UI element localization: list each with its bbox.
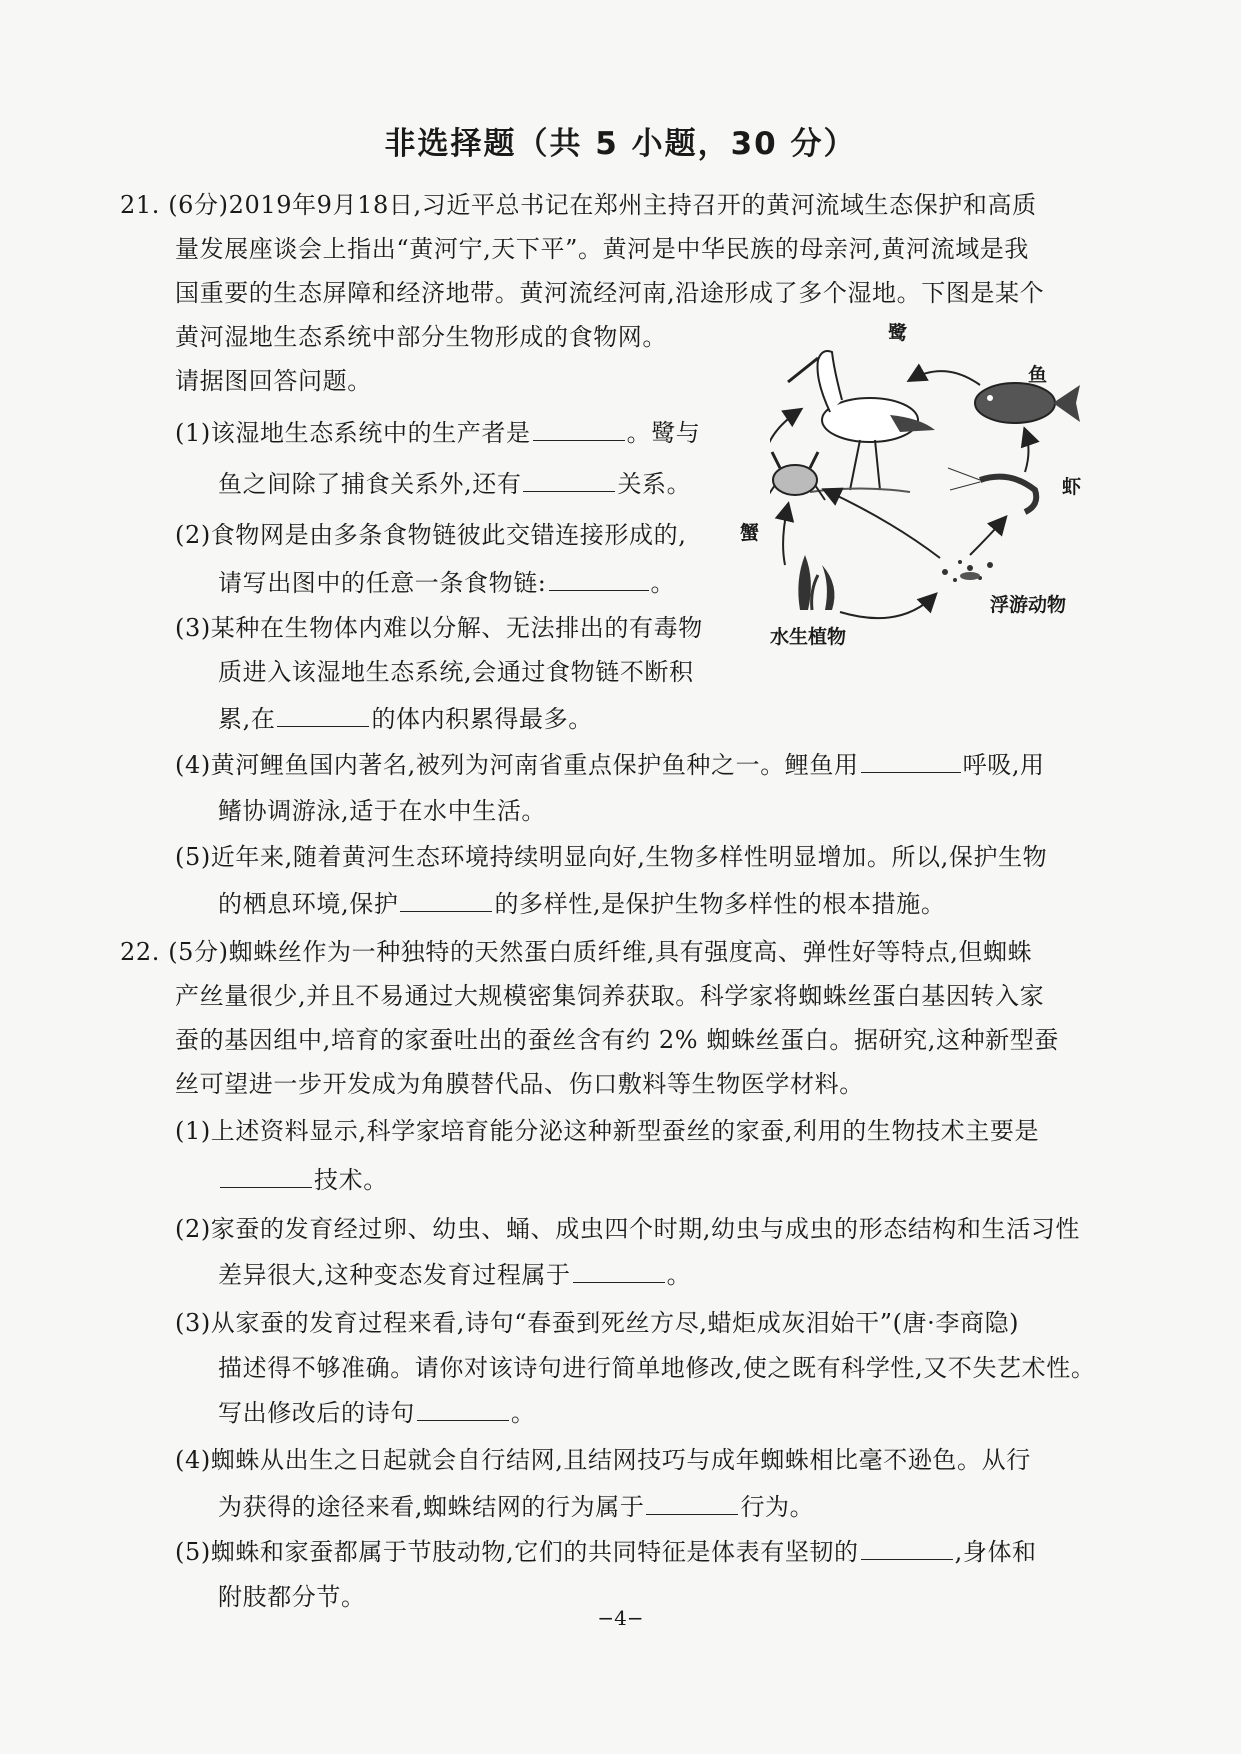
q22-p2-text-b: 差异很大,这种变态发育过程属于 [218, 1261, 571, 1289]
q22-p5-text-a: (5)蜘蛛和家蚕都属于节肢动物,它们的共同特征是体表有坚韧的 [175, 1538, 859, 1566]
q21-part5-line2 [218, 884, 945, 919]
q21-p1-text: (1)该湿地生态系统中的生产者是 [175, 419, 531, 447]
answer-blank[interactable] [523, 469, 615, 492]
page-number: −4− [597, 1606, 644, 1630]
q22-part3-line2: 描述得不够准确。请你对该诗句进行简单地修改,使之既有科学性,又不失艺术性。 [218, 1354, 1096, 1382]
label-shrimp: 虾 [1062, 476, 1082, 498]
food-web-diagram [770, 340, 1120, 710]
q21-number: 21. [120, 191, 160, 219]
q21-intro-line-2: 量发展座谈会上指出“黄河宁,天下平”。黄河是中华民族的母亲河,黄河流域是我 [175, 235, 1029, 263]
q21-intro-line-1 [120, 185, 1037, 220]
q22-part3-line1: (3)从家蚕的发育过程来看,诗句“春蚕到死丝方尽,蜡炬成灰泪始干”(唐·李商隐) [175, 1309, 1020, 1337]
q22-p5-text-b: ,身体和 [954, 1538, 1037, 1566]
q22-p4-text-b: 为获得的途径来看,蜘蛛结网的行为属于 [218, 1493, 645, 1521]
q21-p4-text-a: (4)黄河鲤鱼国内著名,被列为河南省重点保护鱼种之一。鲤鱼用 [175, 751, 859, 779]
q22-part1-line1: (1)上述资料显示,科学家培育能分泌这种新型蚕丝的家蚕,利用的生物技术主要是 [175, 1117, 1040, 1145]
q21-part2-line1: (2)食物网是由多条食物链彼此交错连接形成的, [175, 521, 687, 549]
q22-part4-line1: (4)蜘蛛从出生之日起就会自行结网,且结网技巧与成年蜘蛛相比毫不逊色。从行 [175, 1446, 1031, 1474]
arrow-plankton-to-crab [825, 490, 940, 558]
q21-part1-line2 [218, 464, 691, 499]
q22-part4-line2 [218, 1487, 814, 1522]
arrow-shrimp-to-fish [1025, 430, 1029, 472]
q22-part3-line3 [218, 1393, 535, 1428]
q21-p5-text-c: 的多样性,是保护生物多样性的根本措施。 [494, 890, 946, 918]
label-heron: 鹭 [888, 322, 908, 344]
q21-p5-text-b: 的栖息环境,保护 [218, 890, 399, 918]
q22-intro-line-3: 蚕的基因组中,培育的家蚕吐出的蚕丝含有约 2% 蜘蛛丝蛋白。据研究,这种新型蚕 [175, 1026, 1059, 1054]
q22-part5-line2: 附肢都分节。 [218, 1583, 366, 1611]
answer-blank[interactable] [549, 568, 649, 591]
q21-part4-line1 [175, 745, 1045, 780]
q22-p2-text-c: 。 [666, 1261, 692, 1289]
q21-part2-line2 [218, 563, 675, 598]
answer-blank[interactable] [533, 418, 625, 441]
arrow-plants-to-crab [783, 505, 788, 565]
label-aquatic-plants: 水生植物 [770, 626, 847, 648]
label-fish: 鱼 [1028, 364, 1048, 386]
q21-intro-line-5: 请据图回答问题。 [175, 367, 372, 395]
q22-intro-line-1 [120, 932, 1032, 967]
aquatic-plant-icon [798, 555, 834, 610]
food-web-figure [740, 322, 1120, 710]
q22-part2-line1: (2)家蚕的发育经过卵、幼虫、蛹、成虫四个时期,幼虫与成虫的形态结构和生活习性 [175, 1215, 1081, 1243]
q21-p1-text-d: 关系。 [617, 470, 692, 498]
q21-p2-text-b: 请写出图中的任意一条食物链: [218, 569, 547, 597]
answer-blank[interactable] [861, 1537, 953, 1560]
q21-part1-line1 [175, 413, 700, 448]
crab-icon [770, 452, 825, 500]
q22-p4-text-c: 行为。 [740, 1493, 815, 1521]
arrow-plankton-to-shrimp [970, 518, 1005, 555]
q21-p1-text-c: 鱼之间除了捕食关系外,还有 [218, 470, 522, 498]
label-plankton: 浮游动物 [990, 594, 1067, 616]
label-crab: 蟹 [740, 522, 760, 544]
answer-blank[interactable] [646, 1492, 738, 1515]
q22-part2-line2 [218, 1255, 691, 1290]
q22-intro-line-4: 丝可望进一步开发成为角膜替代品、伤口敷料等生物医学材料。 [175, 1070, 864, 1098]
q21-part3-line2: 质进入该湿地生态系统,会通过食物链不断积 [218, 658, 694, 686]
answer-blank[interactable] [861, 750, 961, 773]
q21-p1-text-b: 。鹭与 [626, 419, 701, 447]
section-title: 非选择题（共 5 小题，30 分） [384, 126, 857, 162]
q21-p3-text-d: 的体内积累得最多。 [371, 705, 593, 733]
answer-blank[interactable] [277, 704, 369, 727]
answer-blank[interactable] [417, 1398, 509, 1421]
q22-text-1: (5分)蜘蛛丝作为一种独特的天然蛋白质纤维,具有强度高、弹性好等特点,但蜘蛛 [168, 938, 1033, 966]
q21-part3-line3 [218, 699, 593, 734]
q21-p4-text-b: 呼吸,用 [962, 751, 1045, 779]
arrow-plants-to-plankton [840, 595, 935, 618]
answer-blank[interactable] [400, 889, 492, 912]
answer-blank[interactable] [220, 1165, 312, 1188]
q22-p3-text-d: 。 [510, 1399, 536, 1427]
q21-p2-text-c: 。 [650, 569, 676, 597]
q21-text-1: (6分)2019年9月18日,习近平总书记在郑州主持召开的黄河流域生态保护和高质 [168, 191, 1037, 219]
q21-part3-line1: (3)某种在生物体内难以分解、无法排出的有毒物 [175, 614, 703, 642]
fish-icon [975, 383, 1080, 423]
q22-number: 22. [120, 938, 160, 966]
q22-p3-text-c: 写出修改后的诗句 [218, 1399, 415, 1427]
q21-part4-line2: 鳍协调游泳,适于在水中生活。 [218, 797, 547, 825]
q21-p3-text-c: 累,在 [218, 705, 276, 733]
shrimp-icon [948, 468, 1036, 512]
q21-intro-line-4: 黄河湿地生态系统中部分生物形成的食物网。 [175, 323, 667, 351]
arrow-crab-to-heron [770, 410, 800, 455]
plankton-icon [942, 560, 993, 582]
arrow-fish-to-heron [910, 371, 980, 385]
q22-part5-line1 [175, 1532, 1037, 1567]
q22-intro-line-2: 产丝量很少,并且不易通过大规模密集饲养获取。科学家将蜘蛛丝蛋白基因转入家 [175, 982, 1045, 1010]
q22-p1-text-b: 技术。 [314, 1166, 388, 1194]
q22-part1-line2 [218, 1160, 388, 1195]
answer-blank[interactable] [573, 1260, 665, 1283]
q21-part5-line1: (5)近年来,随着黄河生态环境持续明显向好,生物多样性明显增加。所以,保护生物 [175, 843, 1048, 871]
q21-intro-line-3: 国重要的生态屏障和经济地带。黄河流经河南,沿途形成了多个湿地。下图是某个 [175, 279, 1045, 307]
